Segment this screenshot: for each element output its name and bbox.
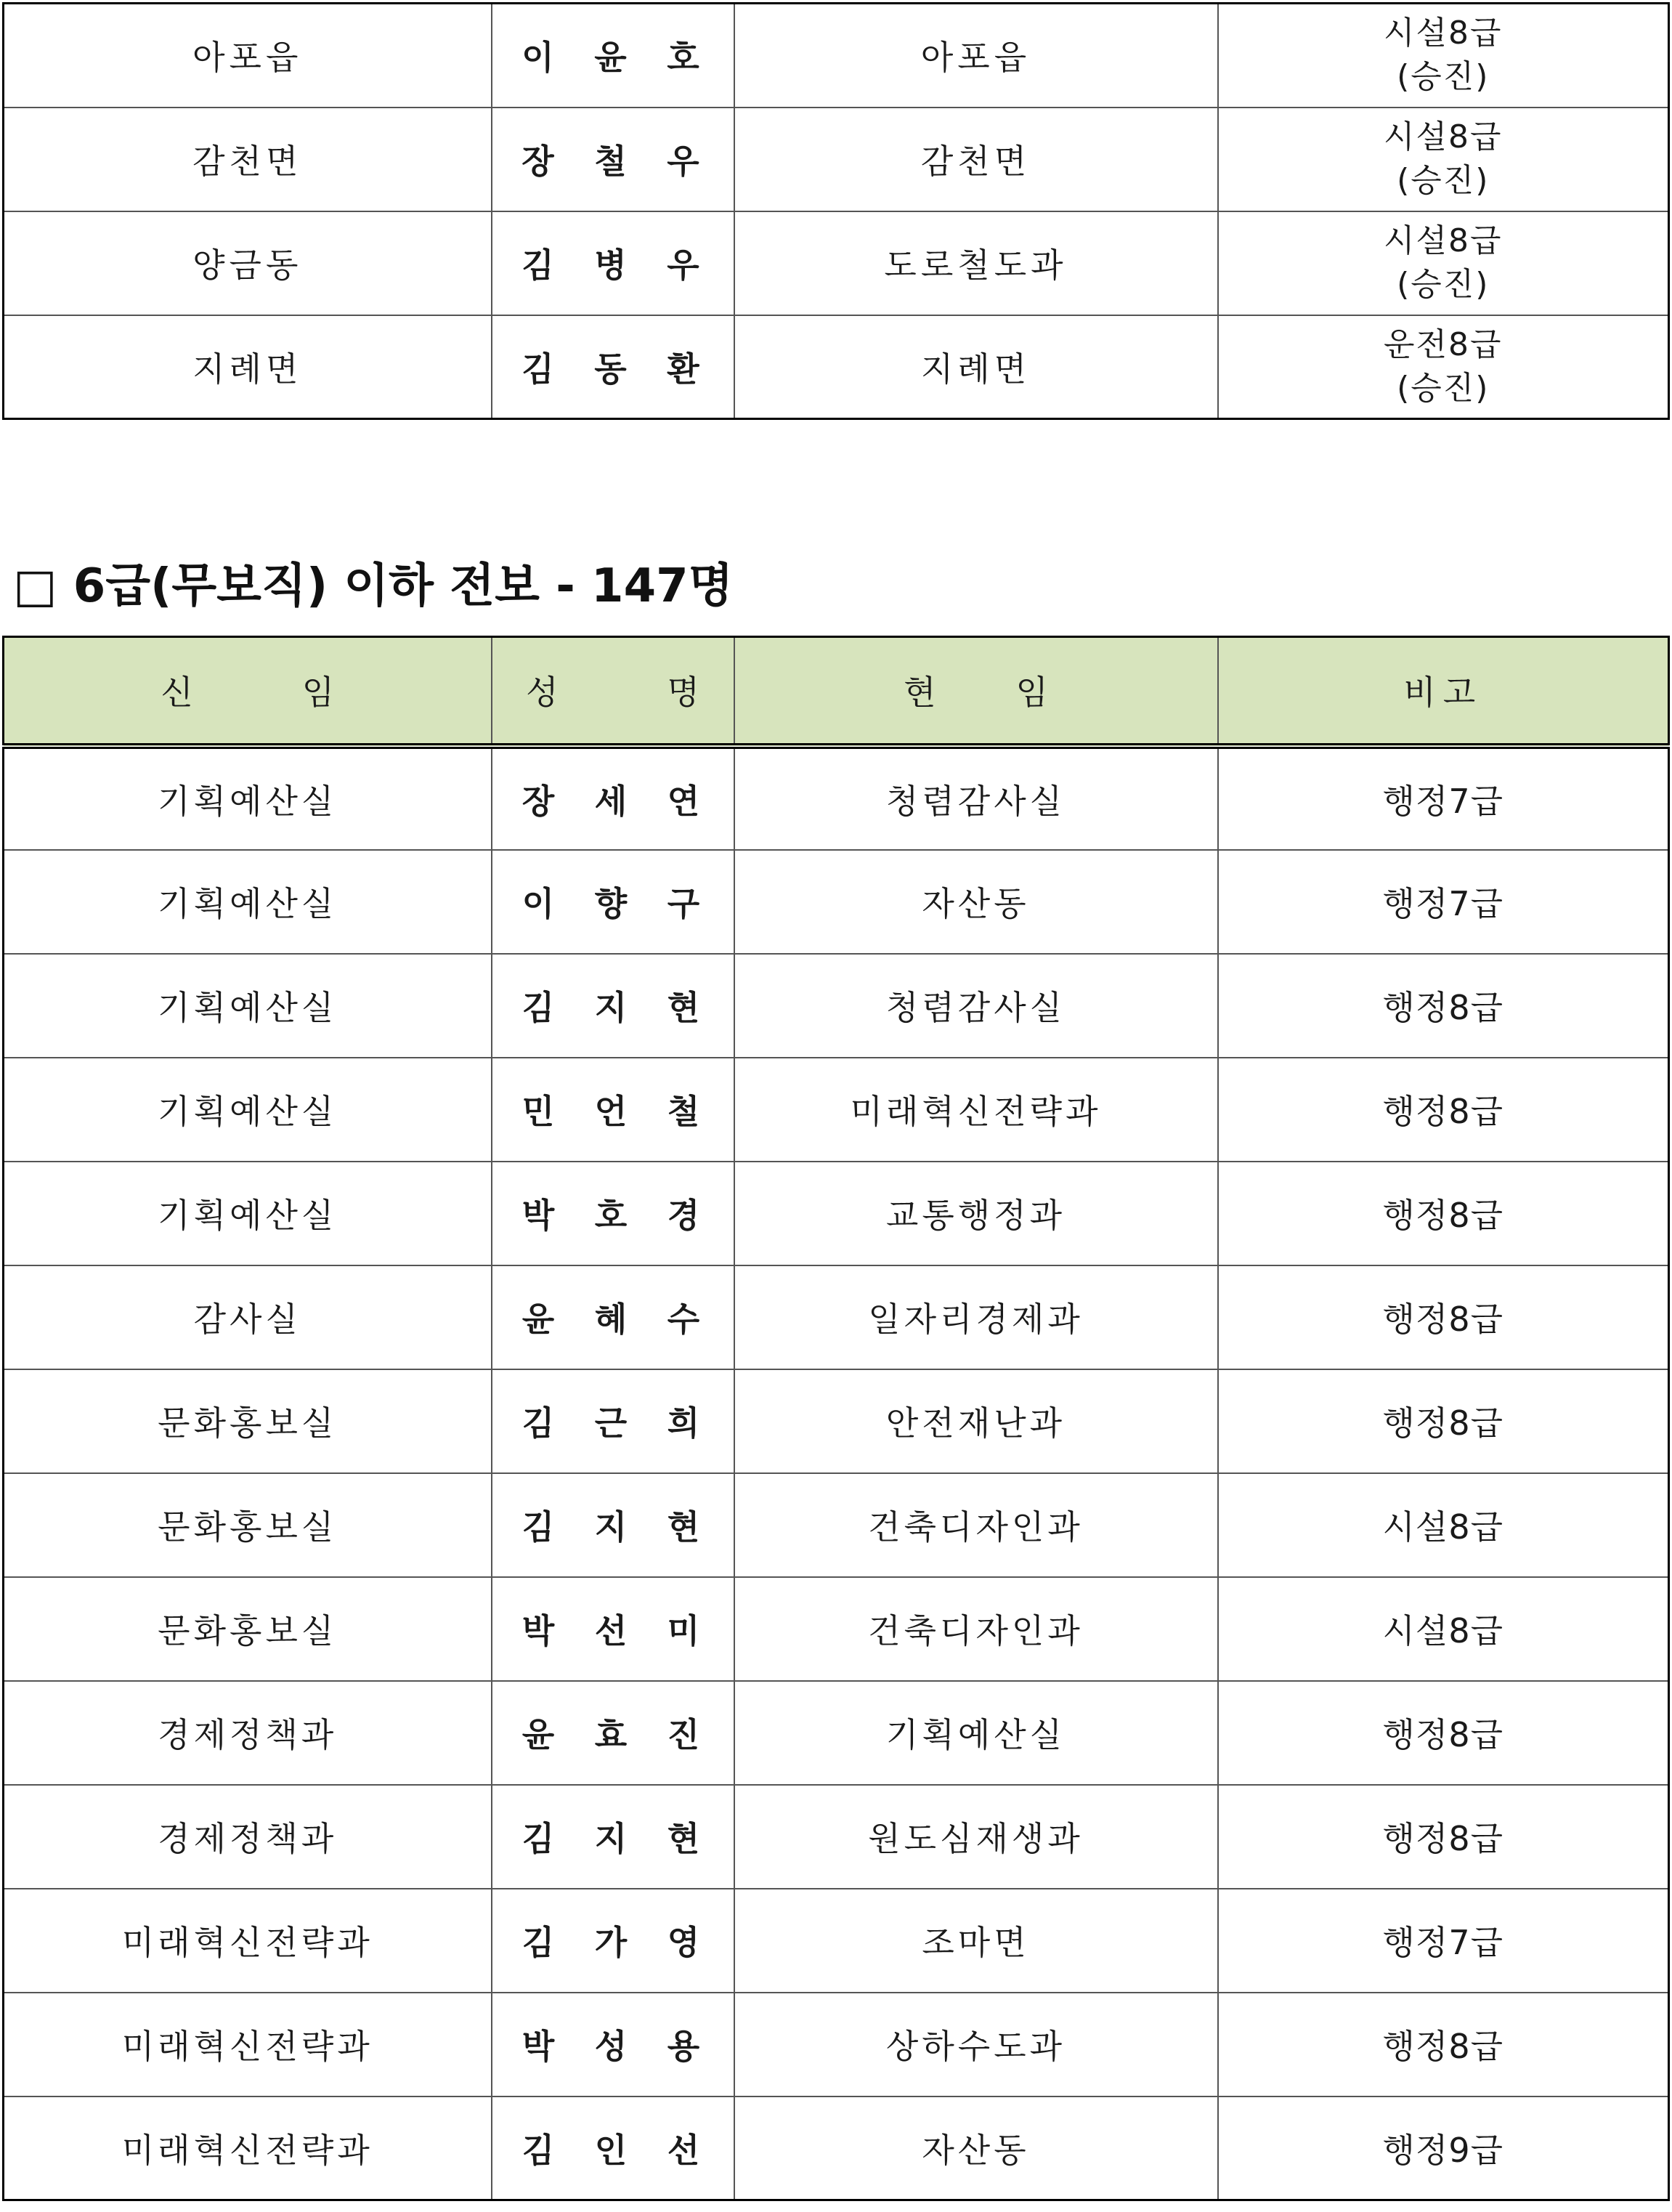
new-post-cell: 경제정책과 [4, 1785, 492, 1889]
name-char: 선 [667, 2130, 704, 2170]
name-cell [492, 746, 734, 850]
current-post-cell: 자산동 [734, 2096, 1218, 2200]
name-cell [492, 1785, 734, 1889]
name-char: 지 [594, 1507, 631, 1547]
note-cell [1218, 211, 1669, 315]
name-char: 미 [667, 1611, 704, 1650]
name-char: 환 [667, 349, 704, 389]
current-post-cell: 지례면 [734, 315, 1218, 419]
name-char: 경 [667, 1196, 704, 1235]
name-char: 윤 [522, 1715, 559, 1754]
name-char: 김 [522, 2130, 559, 2170]
table-row [4, 1058, 1669, 1162]
name-char: 이 [522, 38, 559, 78]
grade-text: 시설8급 [1383, 15, 1503, 52]
header-char: 현 [904, 673, 936, 713]
name-cell [492, 315, 734, 419]
promotion-text: (승진) [1397, 369, 1490, 407]
name-char: 현 [667, 1819, 704, 1858]
name-char: 근 [594, 1403, 631, 1443]
new-post-cell: 감천면 [4, 108, 492, 211]
name-cell [492, 1058, 734, 1162]
name-char: 선 [594, 1611, 631, 1650]
note-cell [1218, 4, 1669, 108]
name-cell [492, 4, 734, 108]
name-cell [492, 1889, 734, 1993]
new-post-cell: 기획예산실 [4, 1058, 492, 1162]
name-cell [492, 1162, 734, 1265]
table-row [4, 4, 1669, 108]
table-row [4, 1577, 1669, 1681]
new-post-cell: 미래혁신전략과 [4, 1993, 492, 2096]
name-char: 김 [522, 1819, 559, 1858]
new-post-cell: 경제정책과 [4, 1681, 492, 1785]
name-char: 동 [594, 349, 631, 389]
header-char: 임 [301, 673, 335, 713]
name-char: 영 [667, 1923, 704, 1962]
note-cell: 행정8급 [1218, 1058, 1669, 1162]
table-row [4, 1993, 1669, 2096]
current-post-cell: 일자리경제과 [734, 1265, 1218, 1369]
current-post-cell: 미래혁신전략과 [734, 1058, 1218, 1162]
header-char: 임 [1015, 673, 1048, 713]
name-cell [492, 954, 734, 1058]
name-char: 윤 [522, 1300, 559, 1339]
table-row [4, 1785, 1669, 1889]
name-char: 수 [667, 1300, 704, 1339]
name-char: 김 [522, 246, 559, 285]
name-char: 김 [522, 1403, 559, 1443]
new-post-cell: 양금동 [4, 211, 492, 315]
table-row [4, 211, 1669, 315]
note-cell: 행정8급 [1218, 1265, 1669, 1369]
name-char: 세 [594, 781, 631, 821]
note-cell: 행정7급 [1218, 1889, 1669, 1993]
note-cell: 행정8급 [1218, 1369, 1669, 1473]
name-char: 효 [594, 1715, 631, 1754]
name-char: 호 [594, 1196, 631, 1235]
name-char: 철 [594, 142, 631, 181]
note-cell: 행정8급 [1218, 1785, 1669, 1889]
name-char: 김 [522, 988, 559, 1027]
table-row [4, 1265, 1669, 1369]
new-post-cell: 지례면 [4, 315, 492, 419]
name-cell [492, 1681, 734, 1785]
note-cell: 행정8급 [1218, 954, 1669, 1058]
current-post-cell: 원도심재생과 [734, 1785, 1218, 1889]
promotion-text: (승진) [1397, 266, 1490, 303]
new-post-cell: 감사실 [4, 1265, 492, 1369]
note-cell: 행정8급 [1218, 1681, 1669, 1785]
name-char: 김 [522, 1923, 559, 1962]
name-char: 장 [522, 781, 559, 821]
promotion-text: (승진) [1397, 162, 1490, 199]
grade-text: 시설8급 [1383, 222, 1503, 259]
name-char: 김 [522, 349, 559, 389]
transfer-personnel-table [2, 636, 1670, 2201]
current-post-cell: 기획예산실 [734, 1681, 1218, 1785]
name-char: 가 [594, 1923, 631, 1962]
name-char: 철 [667, 1092, 704, 1131]
current-post-cell: 교통행정과 [734, 1162, 1218, 1265]
name-char: 성 [594, 2027, 631, 2066]
name-char: 용 [667, 2027, 704, 2066]
new-post-cell: 미래혁신전략과 [4, 1889, 492, 1993]
current-post-cell: 도로철도과 [734, 211, 1218, 315]
name-cell [492, 1993, 734, 2096]
new-post-cell: 미래혁신전략과 [4, 2096, 492, 2200]
new-post-cell: 기획예산실 [4, 850, 492, 954]
name-char: 호 [667, 38, 704, 78]
name-char: 혜 [594, 1300, 631, 1339]
name-cell [492, 1369, 734, 1473]
new-post-cell: 기획예산실 [4, 746, 492, 850]
table-row [4, 1681, 1669, 1785]
name-char: 우 [667, 246, 704, 285]
promotion-text: (승진) [1397, 58, 1490, 96]
table-row [4, 1889, 1669, 1993]
current-post-cell: 조마면 [734, 1889, 1218, 1993]
name-cell [492, 1265, 734, 1369]
current-post-cell: 건축디자인과 [734, 1473, 1218, 1577]
table-row [4, 2096, 1669, 2200]
name-char: 박 [522, 1611, 559, 1650]
current-post-cell: 청렴감사실 [734, 954, 1218, 1058]
new-post-cell: 기획예산실 [4, 1162, 492, 1265]
new-post-cell: 아포읍 [4, 4, 492, 108]
name-cell [492, 211, 734, 315]
current-post-cell: 건축디자인과 [734, 1577, 1218, 1681]
table-body [4, 746, 1669, 2200]
name-cell [492, 2096, 734, 2200]
header-name [492, 637, 734, 746]
note-cell: 행정7급 [1218, 746, 1669, 850]
name-char: 희 [667, 1403, 704, 1443]
name-char: 박 [522, 2027, 559, 2066]
header-current-post [734, 637, 1218, 746]
note-cell: 시설8급 [1218, 1473, 1669, 1577]
name-char: 이 [522, 884, 559, 923]
name-char: 우 [667, 142, 704, 181]
grade-text: 시설8급 [1383, 118, 1503, 155]
name-cell [492, 1577, 734, 1681]
name-char: 구 [667, 884, 704, 923]
name-char: 장 [522, 142, 559, 181]
header-new-post [4, 637, 492, 746]
table-row [4, 1369, 1669, 1473]
name-char: 진 [667, 1715, 704, 1754]
new-post-cell: 문화홍보실 [4, 1473, 492, 1577]
name-cell [492, 1473, 734, 1577]
name-char: 연 [667, 781, 704, 821]
current-post-cell: 청렴감사실 [734, 746, 1218, 850]
current-post-cell: 상하수도과 [734, 1993, 1218, 2096]
current-post-cell: 안전재난과 [734, 1369, 1218, 1473]
current-post-cell: 감천면 [734, 108, 1218, 211]
note-cell: 시설8급 [1218, 1577, 1669, 1681]
name-char: 윤 [594, 38, 631, 78]
name-char: 김 [522, 1507, 559, 1547]
name-char: 현 [667, 988, 704, 1027]
new-post-cell: 문화홍보실 [4, 1577, 492, 1681]
table-header [4, 637, 1669, 746]
note-cell: 행정9급 [1218, 2096, 1669, 2200]
table-row [4, 850, 1669, 954]
name-char: 지 [594, 988, 631, 1027]
table-row [4, 954, 1669, 1058]
continued-table-body [4, 4, 1669, 419]
new-post-cell: 문화홍보실 [4, 1369, 492, 1473]
table-row [4, 1473, 1669, 1577]
header-note: 비고 [1218, 637, 1669, 746]
table-row [4, 108, 1669, 211]
note-cell: 행정8급 [1218, 1162, 1669, 1265]
note-cell: 행정7급 [1218, 850, 1669, 954]
header-row [4, 637, 1669, 746]
name-char: 병 [594, 246, 631, 285]
section-heading: □ 6급(무보직) 이하 전보 - 147명 [13, 559, 734, 613]
name-cell [492, 850, 734, 954]
name-char: 현 [667, 1507, 704, 1547]
name-char: 박 [522, 1196, 559, 1235]
name-char: 언 [594, 1092, 631, 1131]
note-cell [1218, 108, 1669, 211]
note-cell [1218, 315, 1669, 419]
header-char: 명 [667, 673, 699, 713]
table-row [4, 1162, 1669, 1265]
header-char: 성 [526, 673, 559, 713]
current-post-cell: 아포읍 [734, 4, 1218, 108]
name-cell [492, 108, 734, 211]
name-char: 민 [522, 1092, 559, 1131]
name-char: 향 [594, 884, 631, 923]
continued-personnel-table [2, 2, 1670, 420]
grade-text: 운전8급 [1383, 325, 1503, 363]
note-cell: 행정8급 [1218, 1993, 1669, 2096]
new-post-cell: 기획예산실 [4, 954, 492, 1058]
table-row [4, 315, 1669, 419]
header-char: 신 [161, 673, 193, 713]
name-char: 인 [594, 2130, 631, 2170]
name-char: 지 [594, 1819, 631, 1858]
table-row [4, 746, 1669, 850]
current-post-cell: 자산동 [734, 850, 1218, 954]
